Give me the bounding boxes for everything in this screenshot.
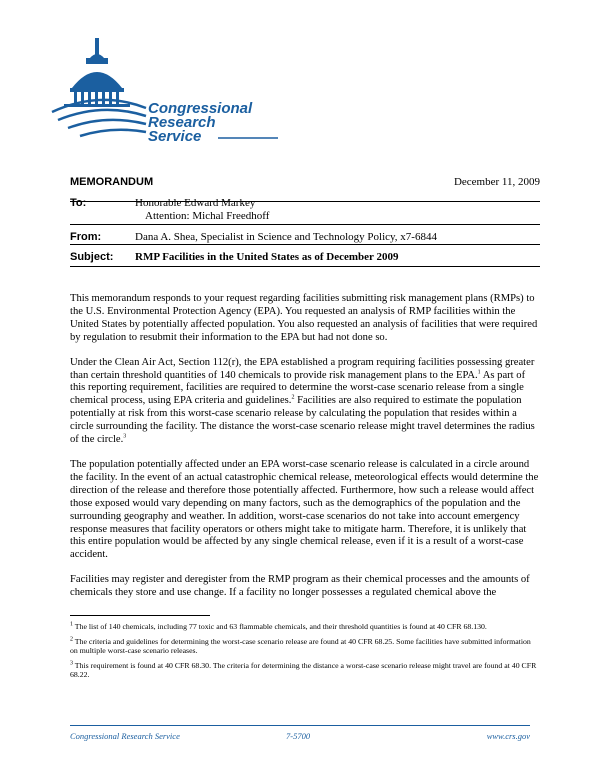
from-value: Dana A. Shea, Specialist in Science and Technology Policy, x7-6844 (135, 231, 437, 243)
paragraph: The population potentially affected under an EPA worst-case scenario release is calculated in a circle around the facility. In the event of an actual catastrophic chemical release, meteorological effects would determine the direction of the release and therefore those potentially affected. Furthermore, how such a release would affect those exposed would vary depending on many factors, such as the demographics of the population and the surrounding geography and weather. In addition, worst-case scenarios do not take into account emergency response measures that facility operators or others might take to mitigate harm. Therefore, it is unlikely that this entire population would be affected by any single chemical release, even if it is a result of a worst-case accident. (70, 458, 539, 561)
crs-logo-text (148, 102, 252, 144)
footnote-ref[interactable]: 2 (291, 394, 295, 401)
footer-website-link[interactable]: www.crs.gov (486, 731, 530, 741)
footnote-number: 3 (70, 660, 73, 667)
footer-divider (70, 725, 530, 726)
footnote-divider (70, 615, 210, 616)
subject-label: Subject: (70, 251, 114, 263)
header-divider (70, 266, 540, 267)
paragraph-text: As part of this reporting requirement, facilities are required to determine the worst-case scenario release from a single chemical process, using EPA criteria and guidelines. (70, 369, 526, 407)
logo-line-2: Research (148, 114, 216, 131)
paragraph (70, 357, 540, 447)
paragraph: This memorandum responds to your request regarding facilities submitting risk management plans (RMPs) to the U.S. Environmental Protection Agency (EPA). You requested an analysis of RMP facilities within the United States by potentially affected population. You also requested an analysis of facilities that were required by regulation to resubmit their information to the EPA but had not done so. (70, 293, 538, 343)
footer-report-number: 7-5700 (286, 731, 311, 741)
memo-heading: MEMORANDUM (70, 176, 154, 188)
footnote (70, 661, 540, 680)
footnote (70, 622, 540, 632)
to-name: Honorable Edward Markey (135, 197, 256, 209)
footer-org: Congressional Research Service (70, 731, 180, 741)
to-attention: Attention: Michal Freedhoff (145, 210, 270, 222)
header-divider (70, 244, 540, 245)
paragraph-text: Facilities are also required to estimate the population potentially at risk from this worst-case scenario release by calculating the population that resides within a circle surrounding the facility. The distance the worst-case scenario release might travel determines the radius of the circle. (70, 395, 535, 446)
footnotes (70, 622, 540, 685)
to-label: To: (70, 197, 87, 209)
memo-date: December 11, 2009 (453, 176, 540, 188)
logo-line-1: Congressional (148, 100, 253, 117)
memo-body (70, 293, 540, 612)
paragraph: Facilities may register and deregister from the RMP program as their chemical processes and the amounts of chemicals they store and use change. If a facility no longer possesses a regulated chemical above the (70, 574, 530, 599)
from-label: From: (70, 231, 102, 243)
footnote-number: 2 (70, 636, 73, 642)
footnote-ref[interactable]: 3 (123, 433, 127, 440)
paragraph-text: Under the Clean Air Act, Section 112(r), the EPA established a program requiring facilities possessing greater than certain threshold quantities of 140 chemicals to provide risk management plans to the EPA. (70, 356, 535, 381)
logo-line-3: Service (148, 128, 202, 145)
footnote-text: This requirement is found at 40 CFR 68.30. The criteria for determining the distance a worst-case scenario release might travel are found at 40 CFR 68.22. (70, 660, 537, 680)
footnote-text: The list of 140 chemicals, including 77 toxic and 63 flammable chemicals, and their threshold quantities is found at 40 CFR 68.130. (73, 622, 487, 631)
footnote (70, 637, 540, 656)
header-divider (70, 224, 540, 225)
subject-value: RMP Facilities in the United States as of December 2009 (135, 251, 399, 263)
header-divider (70, 201, 540, 202)
footnote-ref[interactable]: 1 (477, 369, 481, 375)
footnote-text: The criteria and guidelines for determining the worst-case scenario release are found at 40 CFR 68.25. Some facilities have submitted information on multiple worst-case scenario releases. (70, 636, 531, 656)
footnote-number: 1 (70, 621, 73, 628)
